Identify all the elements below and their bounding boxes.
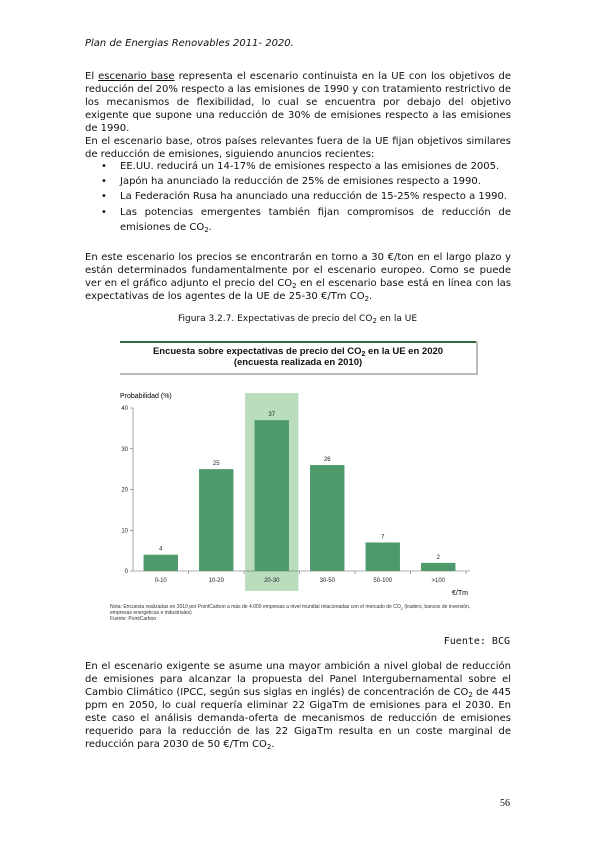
x-tick-label: 0-10: [154, 578, 167, 584]
x-tick-label: 20-30: [264, 578, 280, 584]
bar-value-label: 25: [212, 461, 220, 468]
bullet-text-end: .: [208, 222, 212, 233]
chart-note-text-end: (traders, bancos de inversión, empresas energéticas e industriales): [110, 604, 471, 616]
chart-title-line1-end: en la UE en 2020: [365, 346, 444, 357]
paragraph-escenario-exigente: [85, 660, 511, 751]
bullet-list: [85, 160, 511, 235]
subscript: 2: [266, 743, 272, 751]
subscript: 2: [292, 282, 297, 290]
figure-caption: [0, 314, 595, 324]
paragraph-otros-paises: En el escenario base, otros países relevantes fuera de la UE fijan objetivos similares de reducción de emisiones, siguiendo anuncios recientes:: [85, 136, 511, 160]
x-tick-label: 30-50: [319, 578, 335, 584]
x-tick-label: 50-100: [373, 578, 393, 584]
caption-text: Figura 3.2.7. Expectativas de precio del CO: [177, 314, 373, 324]
bullet-marker: •: [101, 176, 107, 187]
x-tick-label: >100: [431, 578, 446, 584]
paragraph-precios: [85, 251, 511, 303]
bar: [255, 420, 289, 571]
bullet-marker: •: [101, 161, 107, 172]
p4-text-c: .: [271, 739, 275, 750]
figure-source: Fuente: BCG: [443, 636, 510, 647]
p1-post: representa el escenario continuista en la UE con los objetivos de reducción del 20% respecto a las emisiones de 1990 y con tratamiento restrictivo de los mecanismos de flexibilidad, lo cual se encuentra por debajo del objetivo exigente que supone una reducción de 30% de emisiones respecto a las emisiones de 1990.: [85, 71, 511, 134]
p3-text-c: .: [369, 291, 373, 302]
bar: [310, 465, 344, 571]
chart-title-line1: Encuesta sobre expectativas de precio del CO: [152, 346, 362, 357]
plot-area: [121, 393, 470, 591]
bar-value-label: 26: [323, 457, 331, 464]
bullet-marker: •: [101, 207, 107, 218]
y-tick-label: 30: [121, 446, 128, 453]
bullet-item: [85, 160, 511, 173]
chart-note-text: Nota: Encuesta realizadas en 2010 por PointCarbon a más de 4.000 empresas a nivel mundial relacionadas con el mercado de CO: [110, 604, 401, 610]
bullet-text: La Federación Rusa ha anunciado una reducción de 15-25% respecto a 1990.: [120, 191, 508, 202]
subscript: 2: [372, 317, 377, 325]
bar: [144, 555, 178, 571]
bar-value-label: 37: [268, 412, 276, 419]
chart-title-line2: (encuesta realizada en 2010): [233, 357, 363, 368]
bar-value-label: 4: [159, 546, 163, 553]
p4-text-a: En el escenario exigente se asume una mayor ambición a nivel global de reducción de emisiones para alcanzar la propuesta del Panel Intergubernamental sobre el Cambio Climático (IPCC, según sus siglas en inglés) de concentración de CO: [85, 661, 511, 698]
bullet-item: [85, 190, 511, 203]
x-axis-label: €/Tm: [452, 590, 468, 597]
paragraph-escenario-base: [85, 70, 511, 135]
y-tick-label: 10: [121, 528, 128, 535]
chart-figure: [108, 338, 492, 623]
x-tick-label: 10-20: [208, 578, 224, 584]
bullet-text: Japón ha anunciado la reducción de 25% de emisiones respecto a 1990.: [120, 176, 481, 187]
caption-text-end: en la UE: [376, 314, 418, 324]
page-number: 56: [500, 798, 510, 809]
p3-text-b: en el escenario base está en línea con las expectativas de los agentes de la UE de 25-30 €/Tm CO: [85, 278, 512, 302]
y-tick-label: 20: [121, 487, 128, 494]
y-tick-label: 40: [121, 406, 128, 412]
bar-value-label: 7: [381, 534, 385, 541]
bar: [199, 469, 233, 571]
bar: [366, 542, 400, 571]
chart-note-source: Fuente: PointCarbon: [110, 616, 157, 622]
y-axis-label: Probabilidad (%): [120, 393, 172, 400]
bar-chart: [108, 338, 492, 600]
p4-text-b: de 445 ppm en 2050, lo cual requería eliminar 22 GigaTm de emisiones para el 2030. En este caso el análisis demanda-oferta de mecanismos de reducción de emisiones requerido para la reducción de las 22 GigaTm resulta en un coste marginal de reducción para 2030 de 50 €/Tm CO: [85, 687, 512, 750]
running-header: Plan de Energias Renovables 2011- 2020.: [85, 38, 294, 49]
y-tick-label: 0: [124, 569, 128, 575]
escenario-base-term: escenario base: [98, 71, 175, 82]
bullet-text: Las potencias emergentes también fijan compromisos de reducción de emisiones de CO: [120, 207, 511, 233]
bullet-item: [85, 175, 511, 188]
p3-text-a: En este escenario los precios se encontrarán en torno a 30 €/ton en el largo plazo y están determinados fundamentalmente por el escenario europeo. Como se puede ver en el gráfico adjunto el precio del CO: [85, 252, 511, 289]
subscript: 2: [364, 295, 370, 303]
chart-note: [110, 604, 490, 622]
subscript: 2: [204, 226, 209, 234]
p1-pre: El: [85, 71, 99, 82]
bullet-item: [85, 205, 511, 235]
subscript: 2: [400, 606, 403, 611]
subscript: 2: [468, 691, 473, 699]
bar: [421, 563, 455, 571]
subscript: 2: [361, 351, 366, 358]
bullet-marker: •: [101, 191, 107, 202]
bullet-text: EE.UU. reducirá un 14-17% de emisiones respecto a las emisiones de 2005.: [120, 161, 500, 172]
bar-value-label: 2: [436, 554, 440, 561]
